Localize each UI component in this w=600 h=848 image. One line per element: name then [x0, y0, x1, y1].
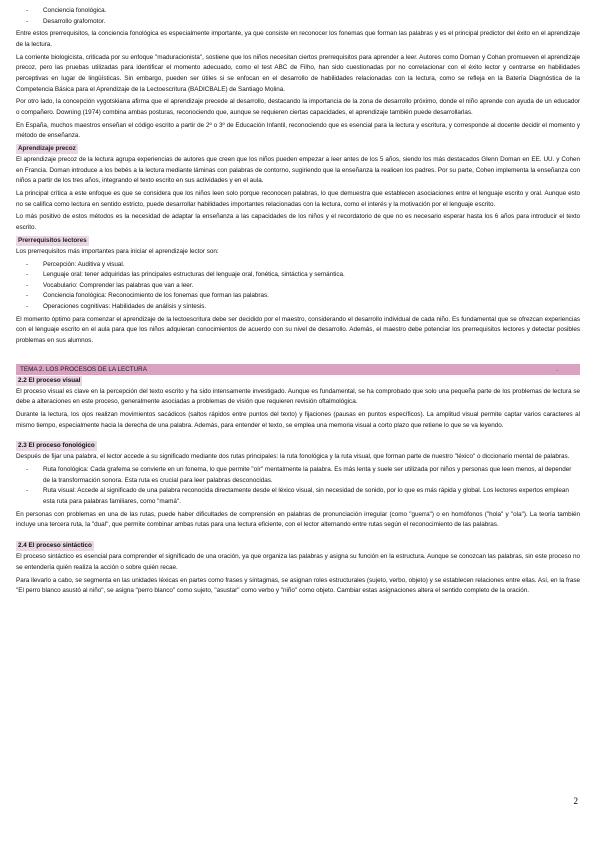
paragraph: En España, muchos maestros enseñan el código escrito a partir de 2º o 3º de Educación Infantil, reconociendo que es esencial para la lectura y escritura, y corresponde al docente decidir el momento y método de enseñanza.	[16, 121, 580, 140]
paragraph: En personas con problemas en una de las rutas, puede haber dificultades de comprensión en palabras de pronunciación irregular (como "guerra") o en homófonos ("hola" y "ola"). La teoría también incluye una tercera ruta, la "dual", que permite combinar ambas rutas para una lectura eficiente, con el lector alternando entre rutas según el reconocimiento de las palabras.	[16, 510, 580, 529]
topic-title-bar	[16, 364, 580, 375]
list-item: - Conciencia fonológica.	[16, 6, 580, 17]
list-item: - Operaciones cognitivas: Habilidades de análisis y síntesis.	[16, 302, 580, 313]
topic-dot: .	[556, 365, 558, 373]
paragraph: El proceso visual es clave en la percepción del texto escrito y ha sido intensamente investigado. Aunque es fundamental, se ha comprobado que solo una pequeña parte de los problemas de lectura se debe a alteraciones en este proceso, generalmente asociadas a problemas de visión que requieren revisión oftalmológica.	[16, 387, 580, 406]
paragraph: El aprendizaje precoz de la lectura agrupa experiencias de autores que creen que los niños pueden empezar a leer antes de los 5 años, siendo los más destacados Glenn Doman en EE. UU. y Cohen en Francia. Doman introduce a los bebés a la lectura mediante láminas con palabras de contorno, sugiriendo que la enseñanza la realicen los padres. Por su parte, Cohen implementa la enseñanza con niños a partir de los tres años, integrando el texto escrito en sus actividades y en el aula.	[16, 156, 580, 185]
prereq-bullet-list	[16, 260, 580, 313]
list-item: - Desarrollo grafomotor.	[16, 17, 580, 28]
paragraph: Por otro lado, la concepción vygotskiana afirma que el aprendizaje precede al desarrollo, destacando la importancia de la zona de desarrollo próximo, donde el niño aprende con ayuda de un educador o compañero. Downing (1974) combina ambas posturas, reconociendo que, aunque se requieren ciertas capacidades, el aprendizaje también puede desarrollarlas.	[16, 98, 580, 116]
paragraph: Los prerrequisitos más importantes para iniciar el aprendizaje lector son:	[16, 247, 219, 255]
list-item: - Lenguaje oral: tener adquiridas las principales estructuras del lenguaje oral, fonética, sintáctica y semántica.	[16, 270, 580, 281]
section-heading-prerrequisitos: Prerrequisitos lectores	[18, 236, 87, 244]
section-heading-visual: 2.2 El proceso visual	[18, 376, 81, 384]
paragraph: Para llevarlo a cabo, se segmenta en las unidades léxicas en partes como frases y sintagmas, se asignan roles estructurales (sujeto, verbo, objeto) y se establecen relaciones entre ellas. Así, en la frase "El perro blanco asustó al niño", se asigna "perro blanco" como sujeto, "asustar" como verbo y "niño" como objeto. Cambiar estas asignaciones altera el sentido completo de la oración.	[16, 576, 580, 595]
paragraph: Entre estos prerrequisitos, la conciencia fonológica es especialmente importante, ya que consiste en reconocer los fonemas que forman las palabras y es el principal predictor del éxito en el aprendizaje de la lectura.	[16, 30, 580, 48]
paragraph: El proceso sintáctico es esencial para comprender el significado de una oración, ya que organiza las palabras y asigna su función en la estructura. Aunque se conozcan las palabras, sin este proceso no se entendería quién realiza la acción o sobre quién recae.	[16, 553, 580, 571]
section-heading-precoz: Aprendizaje precoz	[18, 145, 76, 153]
paragraph: La principal crítica a este enfoque es que se considera que los niños leen solo porque reconocen palabras, lo que demuestra que establecen asociaciones entre el lenguaje escrito y oral. Aunque esto no se califica como lectura en sentido estricto, puede desarrollar habilidades importantes relacionadas con la lectura, como el interés y la motivación por el lenguaje escrito.	[16, 190, 580, 208]
paragraph: Durante la lectura, los ojos realizan movimientos sacádicos (saltos rápidos entre puntos del texto) y fijaciones (pausas en puntos específicos). La amplitud visual permite captar varios caracteres al mismo tiempo, especialmente hacia la derecha de una palabra. Además, para entender el texto, se emplea una memoria visual a corto plazo que retiene lo que se va leyendo.	[16, 411, 580, 429]
list-item: - Conciencia fonológica: Reconocimiento de los fonemas que forman las palabras.	[16, 291, 580, 302]
paragraph: La corriente biologicista, criticada por su enfoque "maduracionista", sostiene que los niños necesitan ciertos prerrequisitos para aprender a leer. Autores como Doman y Cohan promueven el aprendizaje precoz, pero las pruebas utilizadas para identificar el momento adecuado, como el test ABC de Filho, han sido cuestionadas por no correlacionar con el éxito lector y centrarse en habilidades perceptivas en lugar de lingüísticas. Sin embargo, pueden ser útiles si se enfocan en el desarrollo de habilidades relacionadas con la lectura, como se refleja en la Batería Diagnóstica de la Competencia Básica para el Aprendizaje de la Lectoescritura (BADICBALE) de Santiago Molina.	[16, 53, 580, 93]
page-number: 2	[573, 796, 578, 806]
ruta-bullet-list	[16, 465, 580, 507]
paragraph: Después de fijar una palabra, el lector accede a su significado mediante dos rutas principales: la ruta fonológica y la ruta visual, que forman parte de nuestro "léxico" o diccionario mental de palabras.	[16, 453, 570, 461]
top-bullet-list	[16, 6, 580, 27]
paragraph: Lo más positivo de estos métodos es la necesidad de adaptar la enseñanza a las capacidades de los niños y el recordatorio de que no es necesario esperar hasta los 6 años para introducir el texto escrito.	[16, 213, 580, 231]
list-item: - Percepción: Auditiva y visual.	[16, 260, 580, 271]
list-item: - Ruta fonológica: Cada grafema se convierte en un fonema, lo que permite "oír" mentalmente la palabra. Es más lenta y suele ser utilizada por niños y personas que leen menos, al depender de la transformación sonora. Esta ruta es crucial para leer palabras desconocidas.	[16, 465, 580, 486]
paragraph: El momento óptimo para comenzar el aprendizaje de la lectoescritura debe ser decidido por el maestro, considerando el desarrollo individual de cada niño. Es fundamental que se ofrezcan experiencias con el lenguaje escrito en el aula para que los niños adquieran conocimientos de acuerdo con su nivel de desarrollo. Además, el maestro debe potenciar los prerrequisitos lectores y detectar posibles problemas en sus alumnos.	[16, 315, 580, 344]
topic-title: TEMA 2. LOS PROCESOS DE LA LECTURA	[20, 365, 147, 373]
section-heading-fonologico: 2.3 El proceso fonológico	[18, 442, 95, 450]
section-heading-sintactico: 2.4 El proceso sintáctico	[18, 542, 92, 550]
list-item: - Vocabulario: Comprender las palabras que van a leer.	[16, 281, 580, 292]
list-item: - Ruta visual: Accede al significado de una palabra reconocida directamente desde el léxico visual, sin necesidad de sonido, por lo que es más rápida y global. Los lectores expertos emplean esta ruta para palabras familiares, como "mamá".	[16, 486, 580, 507]
